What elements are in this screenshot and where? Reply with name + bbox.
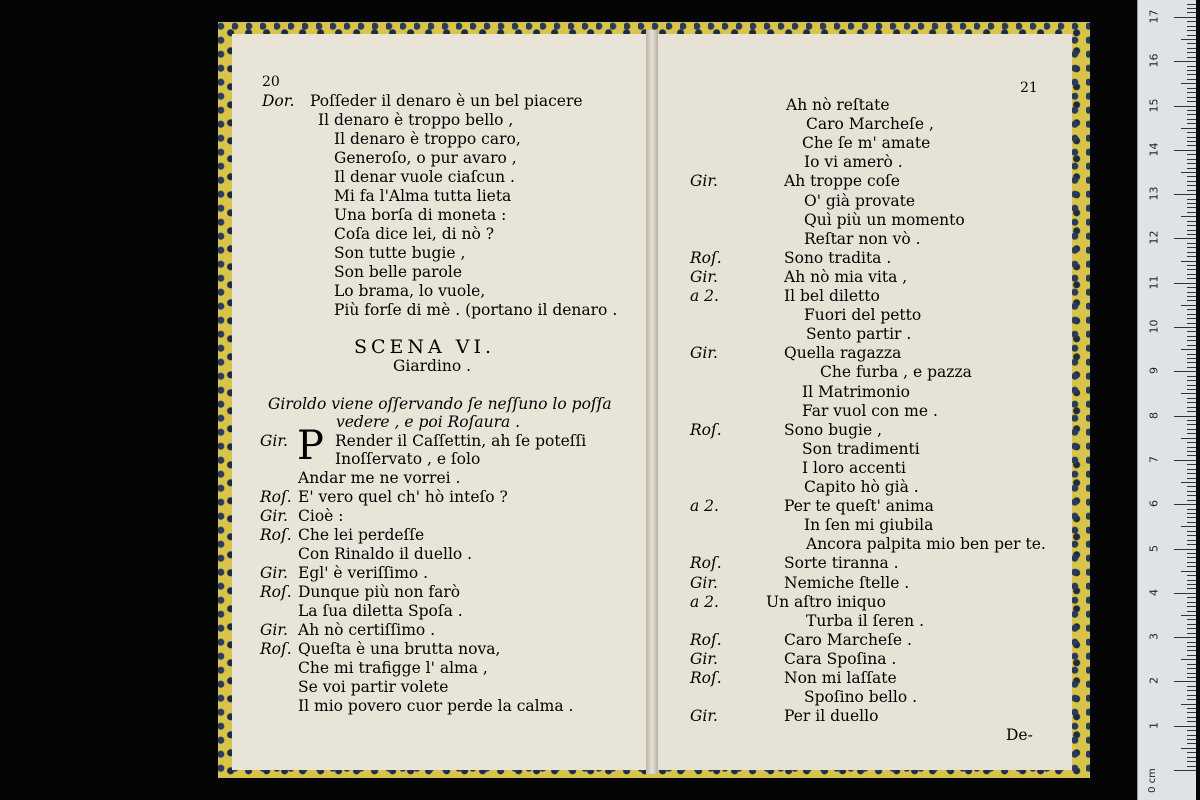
verse-line: Ancora palpita mio ben per te.: [806, 535, 1046, 554]
ruler-tick: [1187, 540, 1196, 541]
ruler-tick: [1187, 203, 1196, 204]
speaker-label: a 2.: [690, 497, 719, 516]
ruler-tick: [1187, 52, 1196, 53]
ruler-tick: [1187, 376, 1196, 377]
ruler-tick: [1187, 212, 1196, 213]
verse-line: Cioè :: [298, 507, 344, 525]
ruler-tick: [1187, 199, 1196, 200]
verse-line: Il Matrimonio: [802, 382, 911, 401]
ruler-tick: [1187, 57, 1196, 58]
ruler-tick: [1187, 411, 1196, 412]
verse-line: Se voi partir volete: [298, 678, 449, 696]
verse-line: Lo brama, lo vuole,: [334, 282, 486, 300]
speaker-label: Gir.: [260, 507, 288, 525]
ruler-tick: [1187, 101, 1196, 102]
ruler-tick: [1174, 460, 1196, 461]
ruler-tick: [1174, 106, 1196, 107]
ruler-tick: [1187, 442, 1196, 443]
ruler-number: 9: [1147, 367, 1161, 375]
ruler-tick: [1187, 185, 1196, 186]
ruler-number: 5: [1147, 544, 1161, 552]
ruler-tick: [1181, 748, 1196, 749]
speaker-label: Roſ.: [260, 526, 292, 544]
verse-line: Coſa dice lei, di nò ?: [334, 225, 495, 243]
ruler-tick: [1181, 39, 1196, 40]
ruler-tick: [1187, 145, 1196, 146]
ruler-tick: [1187, 66, 1196, 67]
ruler-tick: [1187, 717, 1196, 718]
ruler-tick: [1187, 323, 1196, 324]
ruler-tick: [1187, 274, 1196, 275]
verse-line: Son tradimenti: [802, 439, 920, 458]
measuring-ruler: [1137, 0, 1196, 800]
drop-cap: P: [297, 423, 324, 469]
ruler-tick: [1187, 88, 1196, 89]
ruler-tick: [1187, 486, 1196, 487]
ruler-number: 6: [1147, 500, 1161, 508]
speaker-label: Gir.: [690, 344, 718, 363]
ruler-tick: [1174, 150, 1196, 151]
speaker-label: a 2.: [690, 592, 719, 611]
ruler-tick: [1187, 642, 1196, 643]
ruler-tick: [1181, 83, 1196, 84]
ruler-tick: [1174, 61, 1196, 62]
ruler-tick: [1187, 300, 1196, 301]
ruler-tick: [1187, 730, 1196, 731]
ruler-tick: [1187, 256, 1196, 257]
ruler-tick: [1187, 154, 1196, 155]
ruler-number: 15: [1147, 98, 1161, 112]
ruler-tick: [1187, 433, 1196, 434]
ruler-unit-label: 0 cm: [1146, 768, 1158, 793]
verse-line: Che furba , e pazza: [820, 363, 972, 382]
ruler-tick: [1187, 447, 1196, 448]
verse-line: Reſtar non vò .: [804, 229, 921, 248]
verse-line: I loro accenti: [802, 458, 906, 477]
ruler-tick: [1181, 704, 1196, 705]
ruler-tick: [1187, 597, 1196, 598]
ruler-tick: [1187, 4, 1196, 5]
verse-line: Con Rinaldo il duello .: [298, 545, 473, 563]
ruler-tick: [1181, 216, 1196, 217]
verse-line: Quì più un momento: [804, 210, 965, 229]
ruler-number: 8: [1147, 411, 1161, 419]
ruler-tick: [1187, 292, 1196, 293]
ruler-tick: [1187, 354, 1196, 355]
speaker-label: Roſ.: [690, 420, 722, 439]
ruler-number: 13: [1147, 186, 1161, 201]
ruler-tick: [1187, 243, 1196, 244]
verse-line: La ſua diletta Spoſa .: [298, 602, 463, 620]
ruler-tick: [1187, 21, 1196, 22]
ruler-tick: [1181, 438, 1196, 439]
verse-line: Ah nò mia vita ,: [784, 267, 908, 286]
page-number-right: 21: [1020, 80, 1038, 96]
verse-line: Una borſa di moneta :: [334, 206, 507, 224]
ruler-tick: [1174, 637, 1196, 638]
ruler-tick: [1187, 535, 1196, 536]
ruler-tick: [1181, 128, 1196, 129]
ruler-tick: [1181, 526, 1196, 527]
verse-line: Io vi amerò .: [804, 153, 903, 172]
verse-line: Render il Caſſettin, ah ſe poteſſi: [335, 432, 587, 450]
ruler-tick: [1187, 92, 1196, 93]
ruler-tick: [1187, 495, 1196, 496]
stage-direction: Giroldo viene oſſervando ſe neſſuno lo poſſa: [268, 395, 612, 413]
ruler-tick: [1187, 181, 1196, 182]
ruler-tick: [1187, 650, 1196, 651]
ruler-tick: [1187, 673, 1196, 674]
ruler-tick: [1187, 114, 1196, 115]
ruler-tick: [1187, 385, 1196, 386]
verse-line: Più forſe di mè . (portano il denaro .: [334, 301, 618, 319]
ruler-tick: [1187, 221, 1196, 222]
ruler-tick: [1187, 48, 1196, 49]
ruler-tick: [1187, 269, 1196, 270]
ruler-tick: [1187, 757, 1196, 758]
ruler-tick: [1187, 513, 1196, 514]
ruler-tick: [1187, 588, 1196, 589]
ruler-tick: [1187, 491, 1196, 492]
ruler-tick: [1187, 123, 1196, 124]
verse-line: Egl' è veriſſimo .: [298, 564, 429, 582]
speaker-label: Roſ.: [690, 630, 722, 649]
ruler-tick: [1187, 509, 1196, 510]
ruler-tick: [1187, 712, 1196, 713]
ruler-tick: [1187, 478, 1196, 479]
ruler-number: 2: [1147, 677, 1161, 685]
ruler-tick: [1187, 207, 1196, 208]
ruler-tick: [1187, 398, 1196, 399]
ruler-tick: [1187, 761, 1196, 762]
verse-line: In ſen mi giubila: [804, 516, 934, 535]
ruler-tick: [1174, 327, 1196, 328]
ruler-tick: [1181, 615, 1196, 616]
verse-line: Dunque più non farò: [298, 583, 461, 601]
ruler-tick: [1174, 504, 1196, 505]
speaker-label: Roſ.: [260, 488, 292, 506]
ruler-tick: [1187, 695, 1196, 696]
verse-line: Capito hò già .: [804, 478, 919, 496]
ruler-tick: [1187, 358, 1196, 359]
ruler-tick: [1187, 234, 1196, 235]
verse-line: Che ſe m' amate: [802, 134, 931, 153]
ruler-tick: [1181, 571, 1196, 572]
ruler-tick: [1187, 455, 1196, 456]
speaker-label: Roſ.: [690, 669, 722, 687]
ruler-tick: [1187, 655, 1196, 656]
ruler-tick: [1187, 8, 1196, 9]
verse-line: Il denar vuole ciaſcun .: [334, 168, 515, 186]
ruler-tick: [1187, 469, 1196, 470]
verse-line: Generoſo, o pur avaro ,: [334, 149, 517, 167]
scene-place: Giardino .: [393, 357, 472, 375]
ruler-tick: [1181, 305, 1196, 306]
ruler-tick: [1174, 283, 1196, 284]
ruler-tick: [1187, 190, 1196, 191]
ruler-tick: [1187, 163, 1196, 164]
page-number-left: 20: [262, 74, 280, 90]
verse-line: E' vero quel ch' hò inteſo ?: [298, 488, 508, 506]
ruler-tick: [1181, 482, 1196, 483]
ruler-tick: [1187, 331, 1196, 332]
ruler-tick: [1187, 531, 1196, 532]
verse-line: Spoſino bello .: [804, 688, 918, 707]
ruler-tick: [1187, 557, 1196, 558]
ruler-tick: [1187, 119, 1196, 120]
ruler-tick: [1181, 172, 1196, 173]
ruler-number: 17: [1147, 9, 1161, 24]
ruler-tick: [1187, 606, 1196, 607]
ruler-tick: [1181, 261, 1196, 262]
ruler-tick: [1181, 349, 1196, 350]
verse-line: Andar me ne vorrei .: [298, 469, 461, 487]
ruler-tick: [1187, 402, 1196, 403]
ruler-tick: [1187, 766, 1196, 767]
ruler-tick: [1187, 314, 1196, 315]
ruler-tick: [1187, 708, 1196, 709]
verse-line: Caro Marcheſe ,: [806, 115, 934, 134]
ruler-tick: [1187, 340, 1196, 341]
verse-line: Per te queſt' anima: [784, 497, 934, 516]
ruler-tick: [1187, 690, 1196, 691]
verse-line: Il mio povero cuor perde la calma .: [298, 697, 574, 715]
ruler-tick: [1187, 35, 1196, 36]
ruler-tick: [1187, 97, 1196, 98]
ruler-tick: [1174, 770, 1196, 771]
ruler-tick: [1187, 287, 1196, 288]
ruler-tick: [1181, 659, 1196, 660]
ruler-tick: [1174, 194, 1196, 195]
verse-line: Ah troppe coſe: [784, 172, 900, 191]
ruler-tick: [1187, 522, 1196, 523]
ruler-tick: [1187, 318, 1196, 319]
verse-line: Quella ragazza: [784, 344, 902, 363]
verse-line: Sono bugie ,: [784, 420, 883, 439]
ruler-tick: [1174, 238, 1196, 239]
ruler-tick: [1174, 549, 1196, 550]
ruler-tick: [1187, 247, 1196, 248]
ruler-tick: [1187, 110, 1196, 111]
ruler-tick: [1187, 141, 1196, 142]
speaker-label: a 2.: [690, 287, 719, 305]
speaker-label: Gir.: [690, 172, 718, 191]
ruler-number: 14: [1147, 142, 1161, 157]
ruler-tick: [1187, 562, 1196, 563]
ruler-tick: [1187, 12, 1196, 13]
ruler-tick: [1187, 464, 1196, 465]
speaker-label: Gir.: [260, 564, 288, 582]
ruler-tick: [1187, 137, 1196, 138]
ruler-tick: [1187, 79, 1196, 80]
ruler-tick: [1187, 575, 1196, 576]
ruler-tick: [1187, 159, 1196, 160]
verse-line: Sorte tiranna .: [784, 554, 899, 573]
speaker-label: Gir.: [690, 267, 718, 286]
ruler-number: 10: [1147, 319, 1161, 334]
verse-line: Poſſeder il denaro è un bel piacere: [310, 92, 583, 110]
verse-line: Inoſſervato , e ſolo: [335, 450, 481, 468]
ruler-tick: [1187, 553, 1196, 554]
verse-line: Per il duello: [784, 707, 879, 726]
ruler-tick: [1187, 580, 1196, 581]
ruler-tick: [1187, 336, 1196, 337]
verse-line: Ah nò certiſſimo .: [298, 621, 436, 639]
ruler-tick: [1187, 721, 1196, 722]
speaker-label: Gir.: [260, 432, 288, 450]
speaker-label: Roſ.: [260, 583, 292, 601]
ruler-tick: [1187, 544, 1196, 545]
ruler-tick: [1187, 74, 1196, 75]
ruler-tick: [1187, 517, 1196, 518]
ruler-tick: [1174, 416, 1196, 417]
verse-line: Turba il ſeren .: [806, 611, 924, 630]
ruler-tick: [1187, 407, 1196, 408]
ruler-tick: [1187, 26, 1196, 27]
speaker-label: Roſ.: [690, 248, 722, 267]
ruler-tick: [1187, 664, 1196, 665]
verse-line: Sono tradita .: [784, 248, 892, 267]
ruler-tick: [1187, 380, 1196, 381]
ruler-number: 1: [1147, 721, 1161, 729]
speaker-label: Roſ.: [260, 640, 292, 658]
verse-line: Il bel diletto: [784, 287, 880, 305]
ruler-tick: [1174, 726, 1196, 727]
ruler-tick: [1187, 566, 1196, 567]
ruler-number: 11: [1147, 275, 1161, 290]
ruler-tick: [1187, 668, 1196, 669]
ruler-tick: [1187, 30, 1196, 31]
ruler-number: 3: [1147, 633, 1161, 641]
ruler-tick: [1187, 624, 1196, 625]
ruler-tick: [1187, 611, 1196, 612]
verse-line: Il denaro è troppo bello ,: [318, 111, 514, 129]
verse-line: O' già provate: [804, 191, 916, 210]
verse-line: Son belle parole: [334, 263, 463, 281]
speaker-label: Gir.: [260, 621, 288, 639]
speaker-label: Roſ.: [690, 554, 722, 573]
ruler-tick: [1187, 43, 1196, 44]
ruler-tick: [1187, 429, 1196, 430]
verse-line: Queſta è una brutta nova,: [298, 640, 501, 658]
verse-line: Un aſtro iniquo: [766, 592, 886, 611]
ruler-tick: [1187, 168, 1196, 169]
ruler-tick: [1187, 619, 1196, 620]
verse-line: Il denaro è troppo caro,: [334, 130, 521, 148]
verse-line: Che mi trafigge l' alma ,: [298, 659, 488, 677]
ruler-tick: [1187, 70, 1196, 71]
ruler-number: 12: [1147, 230, 1161, 245]
ruler-tick: [1187, 628, 1196, 629]
speaker-label: Gir.: [690, 573, 718, 592]
ruler-tick: [1181, 393, 1196, 394]
ruler-number: 4: [1147, 588, 1161, 596]
ruler-tick: [1187, 296, 1196, 297]
ruler-tick: [1187, 265, 1196, 266]
ruler-tick: [1187, 345, 1196, 346]
book-gutter: [646, 30, 658, 774]
verse-line: Cara Spoſina .: [784, 649, 897, 668]
verse-line: Sento partir .: [806, 325, 912, 344]
ruler-tick: [1187, 602, 1196, 603]
speaker-label: Dor.: [262, 92, 295, 110]
verse-line: Mi fa l'Alma tutta lieta: [334, 187, 512, 205]
ruler-tick: [1187, 367, 1196, 368]
verse-line: Nemiche ſtelle .: [784, 573, 910, 592]
ruler-tick: [1187, 230, 1196, 231]
ruler-number: 7: [1147, 455, 1161, 463]
ruler-tick: [1187, 500, 1196, 501]
verse-line: Non mi laſſate: [784, 669, 897, 687]
ruler-tick: [1187, 252, 1196, 253]
ruler-tick: [1187, 176, 1196, 177]
ruler-tick: [1187, 633, 1196, 634]
scene-title: SCENA VI.: [354, 336, 496, 358]
ruler-tick: [1187, 424, 1196, 425]
ruler-tick: [1174, 17, 1196, 18]
speaker-label: Gir.: [690, 707, 718, 726]
ruler-tick: [1187, 451, 1196, 452]
ruler-tick: [1187, 309, 1196, 310]
verse-line: Fuori del petto: [804, 306, 922, 325]
verse-line: Far vuol con me .: [802, 401, 938, 420]
ruler-tick: [1187, 699, 1196, 700]
ruler-tick: [1187, 686, 1196, 687]
ruler-tick: [1187, 584, 1196, 585]
ruler-tick: [1187, 677, 1196, 678]
verse-line: Caro Marcheſe .: [784, 630, 912, 649]
ruler-tick: [1187, 739, 1196, 740]
ruler-tick: [1174, 371, 1196, 372]
verse-line: Ah nò reſtate: [786, 96, 890, 114]
ruler-tick: [1187, 752, 1196, 753]
ruler-tick: [1174, 681, 1196, 682]
stage-direction-cont: vedere , e poi Roſaura .: [336, 413, 521, 431]
catchword: De-: [1006, 726, 1033, 744]
ruler-tick: [1187, 278, 1196, 279]
ruler-tick: [1187, 132, 1196, 133]
speaker-label: Gir.: [690, 649, 718, 668]
ruler-number: 16: [1147, 53, 1161, 68]
ruler-tick: [1187, 389, 1196, 390]
ruler-tick: [1187, 420, 1196, 421]
verse-line: Son tutte bugie ,: [334, 244, 466, 262]
ruler-tick: [1187, 225, 1196, 226]
verse-line: Che lei perdeſſe: [298, 526, 425, 544]
ruler-tick: [1174, 593, 1196, 594]
ruler-tick: [1187, 473, 1196, 474]
ruler-tick: [1187, 362, 1196, 363]
ruler-tick: [1187, 735, 1196, 736]
ruler-tick: [1187, 646, 1196, 647]
ruler-tick: [1187, 743, 1196, 744]
